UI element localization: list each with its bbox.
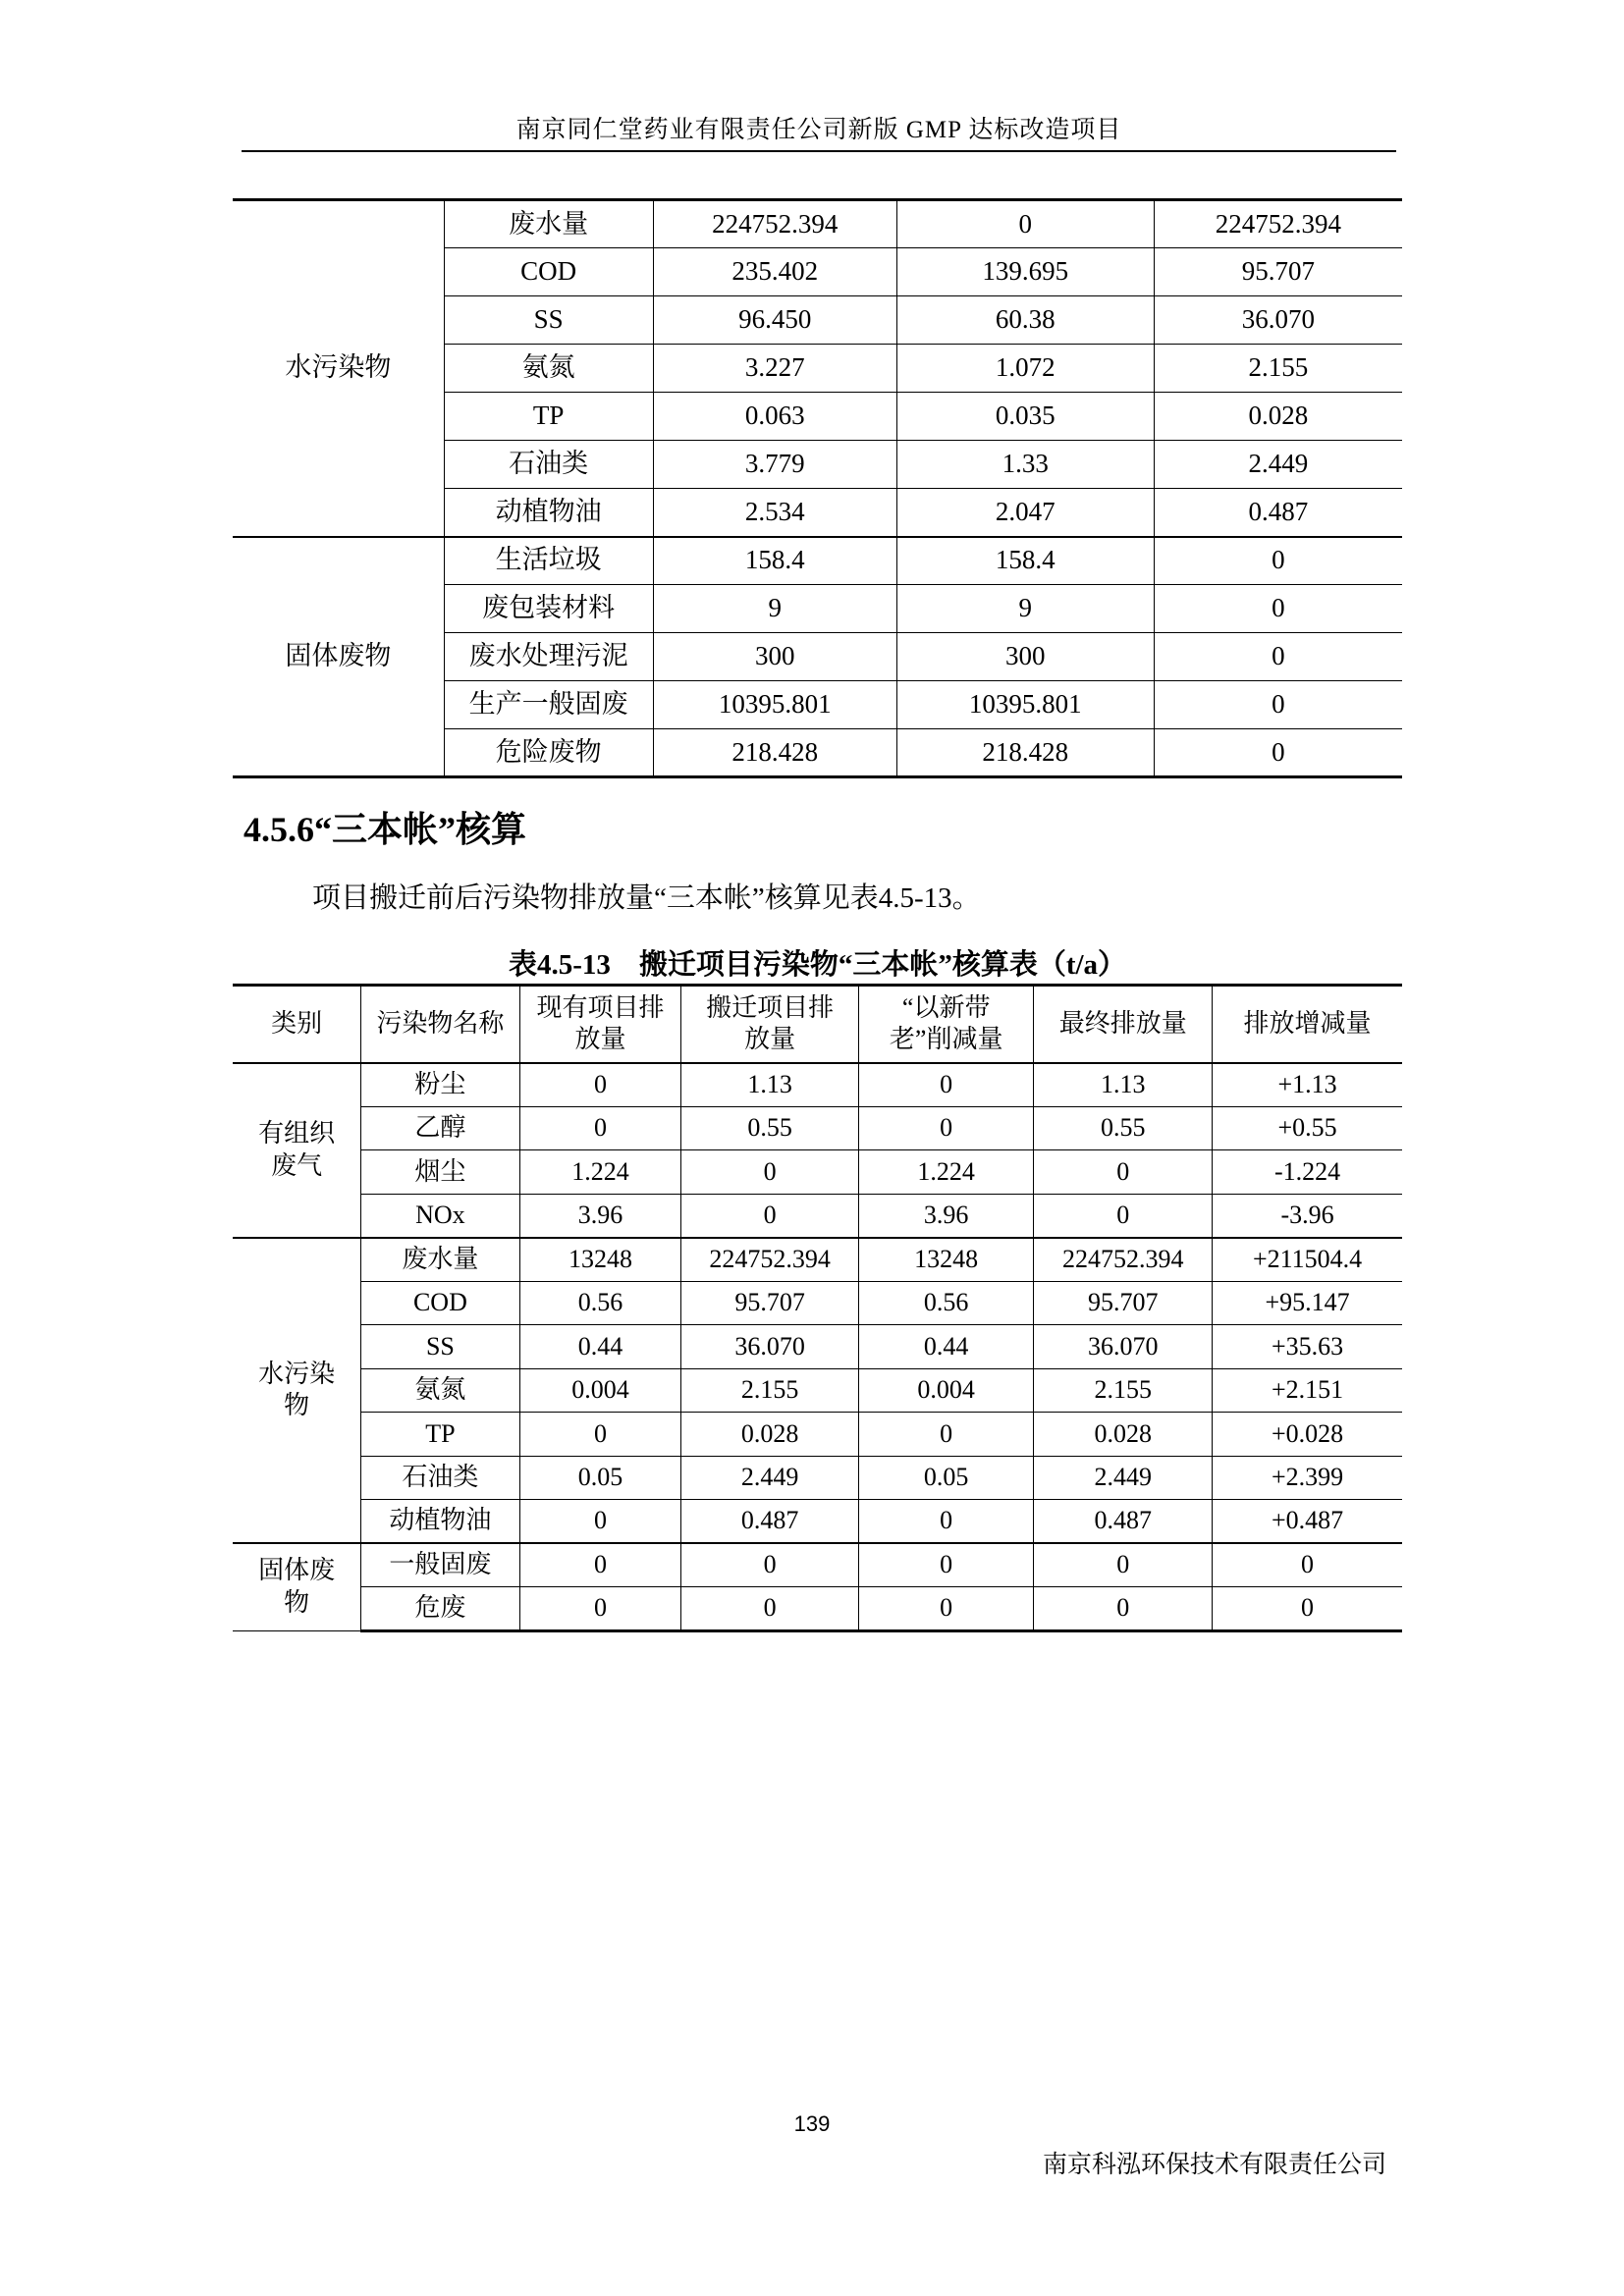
pollutant-name-cell: 动植物油 [361, 1500, 519, 1544]
table-row [233, 537, 1402, 585]
value-cell: 0 [1034, 1150, 1213, 1195]
value-cell: 36.070 [1034, 1325, 1213, 1369]
table-row [233, 1413, 1402, 1457]
value-cell: 0 [519, 1413, 681, 1457]
value-cell: 13248 [519, 1238, 681, 1282]
value-cell: 36.070 [681, 1325, 859, 1369]
pollutant-name-cell: 乙醇 [361, 1106, 519, 1150]
value-cell: 0 [858, 1106, 1033, 1150]
value-cell: 235.402 [653, 248, 896, 296]
value-cell: 0 [1154, 537, 1402, 585]
footer-company: 南京科泓环保技术有限责任公司 [1042, 2152, 1386, 2178]
table-row [233, 200, 1402, 248]
value-cell: 0.004 [519, 1368, 681, 1413]
header-reduction: “以新带老”削减量 [858, 986, 1033, 1063]
value-cell: 0 [519, 1543, 681, 1587]
pollutant-name-cell: SS [444, 296, 653, 345]
header-category: 类别 [233, 986, 361, 1063]
value-cell: 13248 [858, 1238, 1033, 1282]
value-cell: 0 [1154, 585, 1402, 633]
value-cell: 2.449 [1034, 1456, 1213, 1500]
value-cell: 95.707 [1034, 1281, 1213, 1325]
value-cell: 1.33 [896, 441, 1154, 489]
value-cell: +0.487 [1213, 1500, 1402, 1544]
value-cell: +35.63 [1213, 1325, 1402, 1369]
pollutant-name-cell: 石油类 [361, 1456, 519, 1500]
table-row [233, 1325, 1402, 1369]
category-cell: 水污染物 [233, 1238, 361, 1544]
value-cell: 95.707 [681, 1281, 859, 1325]
header-pollutant: 污染物名称 [361, 986, 519, 1063]
pollutant-name-cell: NOx [361, 1194, 519, 1238]
pollutant-name-cell: 生产一般固废 [444, 681, 653, 729]
page-number: 139 [793, 2111, 831, 2136]
value-cell: 224752.394 [653, 200, 896, 248]
value-cell: 1.072 [896, 345, 1154, 393]
pollutant-name-cell: 动植物油 [444, 489, 653, 537]
value-cell: 0.05 [519, 1456, 681, 1500]
value-cell: 0.487 [1034, 1500, 1213, 1544]
value-cell: 3.96 [858, 1194, 1033, 1238]
value-cell: 0.028 [681, 1413, 859, 1457]
value-cell: 0.004 [858, 1368, 1033, 1413]
value-cell: 0 [858, 1063, 1033, 1107]
value-cell: 0 [519, 1500, 681, 1544]
pollutant-name-cell: COD [361, 1281, 519, 1325]
value-cell: 0 [681, 1194, 859, 1238]
value-cell: 0 [1154, 681, 1402, 729]
value-cell: 1.13 [1034, 1063, 1213, 1107]
pollutant-name-cell: TP [444, 393, 653, 441]
pollutant-name-cell: 烟尘 [361, 1150, 519, 1195]
value-cell: 1.224 [858, 1150, 1033, 1195]
value-cell: 0 [519, 1106, 681, 1150]
value-cell: 0.035 [896, 393, 1154, 441]
table-row [233, 1238, 1402, 1282]
value-cell: 3.227 [653, 345, 896, 393]
category-cell: 固体废物 [233, 537, 444, 777]
value-cell: 218.428 [896, 729, 1154, 777]
pollutant-name-cell: 粉尘 [361, 1063, 519, 1107]
value-cell: 2.449 [681, 1456, 859, 1500]
header-final: 最终排放量 [1034, 986, 1213, 1063]
value-cell: 0.063 [653, 393, 896, 441]
table-row [233, 1281, 1402, 1325]
category-cell: 固体废物 [233, 1543, 361, 1630]
value-cell: 0 [1034, 1587, 1213, 1631]
value-cell: 0 [858, 1543, 1033, 1587]
value-cell: 300 [653, 633, 896, 681]
pollutant-name-cell: 氨氮 [361, 1368, 519, 1413]
table-row [233, 1500, 1402, 1544]
value-cell: -3.96 [1213, 1194, 1402, 1238]
value-cell: 60.38 [896, 296, 1154, 345]
value-cell: 1.224 [519, 1150, 681, 1195]
header-change: 排放增减量 [1213, 986, 1402, 1063]
value-cell: 0 [1034, 1194, 1213, 1238]
value-cell: 10395.801 [653, 681, 896, 729]
value-cell: 0.56 [858, 1281, 1033, 1325]
value-cell: 0 [858, 1500, 1033, 1544]
value-cell: 9 [653, 585, 896, 633]
value-cell: 0.55 [681, 1106, 859, 1150]
value-cell: 0.028 [1034, 1413, 1213, 1457]
pollutant-name-cell: 危废 [361, 1587, 519, 1631]
value-cell: 0.487 [681, 1500, 859, 1544]
value-cell: 95.707 [1154, 248, 1402, 296]
value-cell: 139.695 [896, 248, 1154, 296]
table-row [233, 1063, 1402, 1107]
value-cell: 0 [681, 1587, 859, 1631]
pollutant-name-cell: TP [361, 1413, 519, 1457]
value-cell: +95.147 [1213, 1281, 1402, 1325]
value-cell: 224752.394 [1034, 1238, 1213, 1282]
value-cell: 0 [1213, 1543, 1402, 1587]
value-cell: 0.05 [858, 1456, 1033, 1500]
value-cell: +1.13 [1213, 1063, 1402, 1107]
value-cell: 0.55 [1034, 1106, 1213, 1150]
value-cell: 0 [519, 1063, 681, 1107]
value-cell: 36.070 [1154, 296, 1402, 345]
pollutant-name-cell: COD [444, 248, 653, 296]
value-cell: -1.224 [1213, 1150, 1402, 1195]
table-row [233, 1543, 1402, 1587]
value-cell: 0.44 [519, 1325, 681, 1369]
value-cell: +0.55 [1213, 1106, 1402, 1150]
category-cell: 有组织废气 [233, 1063, 361, 1238]
value-cell: 0 [519, 1587, 681, 1631]
value-cell: 0.487 [1154, 489, 1402, 537]
value-cell: 158.4 [896, 537, 1154, 585]
value-cell: 158.4 [653, 537, 896, 585]
value-cell: 0 [1034, 1543, 1213, 1587]
pollutant-name-cell: 氨氮 [444, 345, 653, 393]
value-cell: 9 [896, 585, 1154, 633]
pollutant-name-cell: 废包装材料 [444, 585, 653, 633]
table-row [233, 1587, 1402, 1631]
value-cell: +0.028 [1213, 1413, 1402, 1457]
value-cell: 0.56 [519, 1281, 681, 1325]
emissions-table-continued [233, 198, 1402, 778]
value-cell: 2.047 [896, 489, 1154, 537]
category-cell: 水污染物 [233, 200, 444, 537]
value-cell: 0 [858, 1587, 1033, 1631]
value-cell: 0 [681, 1150, 859, 1195]
intro-paragraph: 项目搬迁前后污染物排放量“三本帐”核算见表4.5-13。 [312, 882, 981, 914]
table-row [233, 1456, 1402, 1500]
value-cell: 1.13 [681, 1063, 859, 1107]
value-cell: 0 [896, 200, 1154, 248]
header-relocated: 搬迁项目排放量 [681, 986, 859, 1063]
value-cell: 0 [1154, 729, 1402, 777]
table-row [233, 1150, 1402, 1195]
value-cell: +2.399 [1213, 1456, 1402, 1500]
value-cell: +211504.4 [1213, 1238, 1402, 1282]
value-cell: +2.151 [1213, 1368, 1402, 1413]
pollutant-name-cell: 废水量 [444, 200, 653, 248]
value-cell: 3.779 [653, 441, 896, 489]
table-row [233, 1106, 1402, 1150]
value-cell: 0 [1213, 1587, 1402, 1631]
table-header-row [233, 986, 1402, 1063]
section-heading: 4.5.6“三本帐”核算 [244, 810, 527, 849]
header-rule [242, 150, 1396, 152]
pollutant-name-cell: 危险废物 [444, 729, 653, 777]
pollutant-name-cell: 石油类 [444, 441, 653, 489]
table-row [233, 1194, 1402, 1238]
table-caption: 表4.5-13 搬迁项目污染物“三本帐”核算表（t/a） [508, 949, 1127, 981]
value-cell: 2.534 [653, 489, 896, 537]
value-cell: 2.449 [1154, 441, 1402, 489]
value-cell: 96.450 [653, 296, 896, 345]
running-header-title: 南京同仁堂药业有限责任公司新版 GMP 达标改造项目 [515, 117, 1122, 143]
value-cell: 3.96 [519, 1194, 681, 1238]
value-cell: 0 [1154, 633, 1402, 681]
pollutant-name-cell: 生活垃圾 [444, 537, 653, 585]
value-cell: 0 [858, 1413, 1033, 1457]
value-cell: 0.028 [1154, 393, 1402, 441]
header-existing: 现有项目排放量 [519, 986, 681, 1063]
value-cell: 10395.801 [896, 681, 1154, 729]
value-cell: 224752.394 [681, 1238, 859, 1282]
three-ledger-table [233, 984, 1402, 1632]
table-row [233, 1368, 1402, 1413]
value-cell: 2.155 [1034, 1368, 1213, 1413]
value-cell: 2.155 [1154, 345, 1402, 393]
pollutant-name-cell: 废水量 [361, 1238, 519, 1282]
value-cell: 0 [681, 1543, 859, 1587]
pollutant-name-cell: 一般固废 [361, 1543, 519, 1587]
value-cell: 218.428 [653, 729, 896, 777]
value-cell: 224752.394 [1154, 200, 1402, 248]
value-cell: 0.44 [858, 1325, 1033, 1369]
pollutant-name-cell: SS [361, 1325, 519, 1369]
pollutant-name-cell: 废水处理污泥 [444, 633, 653, 681]
value-cell: 300 [896, 633, 1154, 681]
value-cell: 2.155 [681, 1368, 859, 1413]
